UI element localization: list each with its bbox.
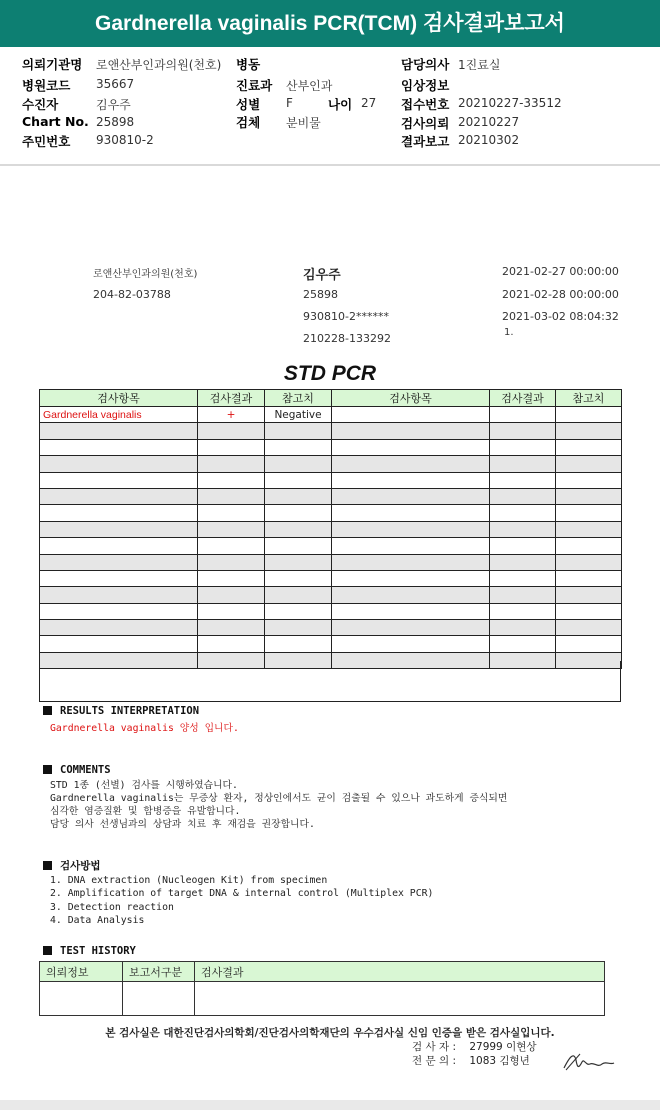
empty-cell — [40, 456, 198, 472]
empty-cell — [490, 521, 556, 537]
empty-cell — [265, 472, 332, 488]
comment-line: Gardnerella vaginalis는 무증상 환자, 정상인에서도 균이 검출될 수 있으나 과도하게 증식되면 — [50, 793, 508, 804]
empty-cell — [332, 538, 490, 554]
empty-cell — [332, 620, 490, 636]
specialist-label: 전 문 의 : — [412, 1055, 456, 1067]
table-row — [40, 603, 622, 619]
specimen-label: 검체 — [236, 115, 261, 130]
chart-label: Chart No. — [22, 114, 89, 129]
empty-cell — [490, 570, 556, 586]
empty-cell — [556, 570, 622, 586]
empty-cell — [198, 423, 265, 439]
table-row — [40, 587, 622, 603]
empty-cell — [556, 554, 622, 570]
empty-cell — [40, 472, 198, 488]
empty-cell — [332, 570, 490, 586]
empty-cell — [556, 620, 622, 636]
chart-value: 25898 — [96, 115, 135, 129]
square-bullet-icon — [43, 765, 52, 774]
method-line: 2. Amplification of target DNA & internal control (Multiplex PCR) — [50, 888, 434, 899]
empty-cell — [332, 488, 490, 504]
tester-value: 27999 이현상 — [469, 1041, 537, 1053]
report-value: 20210302 — [458, 133, 520, 147]
empty-cell — [332, 456, 490, 472]
empty-cell — [332, 439, 490, 455]
empty-cell — [490, 439, 556, 455]
results-blank-area — [39, 661, 621, 702]
specialist-value: 1083 김형년 — [469, 1055, 530, 1067]
date-tested: 2021-02-28 00:00:00 — [502, 288, 619, 301]
clinic-name: 로앤산부인과의원(천호) — [93, 269, 198, 280]
clinic-number: 204-82-03788 — [93, 288, 171, 301]
results-table — [39, 389, 622, 669]
empty-cell — [556, 456, 622, 472]
method-line: 3. Detection reaction — [50, 902, 174, 913]
certification-text: 본 검사실은 대한진단검사의학회/진단검사의학재단의 우수검사실 신임 인증을 받은 검사실입니다. — [105, 1027, 555, 1039]
empty-cell — [332, 423, 490, 439]
id-value: 930810-2 — [96, 133, 154, 147]
method-line: 1. DNA extraction (Nucleogen Kit) from specimen — [50, 875, 328, 886]
table-row — [40, 554, 622, 570]
table-row — [40, 439, 622, 455]
empty-cell — [490, 456, 556, 472]
department-label: 진료과 — [236, 78, 273, 93]
row-test-item: Gardnerella vaginalis — [40, 407, 198, 423]
empty-cell — [556, 603, 622, 619]
tester-line — [412, 1039, 537, 1054]
empty-cell — [198, 603, 265, 619]
empty-cell — [265, 636, 332, 652]
empty-cell — [556, 505, 622, 521]
empty-cell — [198, 554, 265, 570]
empty-cell — [40, 603, 198, 619]
empty-cell — [556, 488, 622, 504]
bottom-margin — [0, 1100, 660, 1110]
examinee-label: 수진자 — [22, 97, 59, 112]
square-bullet-icon — [43, 861, 52, 870]
col-request-info: 의뢰정보 — [40, 962, 123, 982]
report-title: Gardnerella vaginalis PCR(TCM) 검사결과보고서 — [0, 0, 660, 47]
date-received: 2021-02-27 00:00:00 — [502, 265, 619, 278]
comment-line: 담당 의사 선생님과의 상담과 치료 후 재검을 권장합니다. — [50, 819, 315, 830]
empty-cell — [556, 439, 622, 455]
empty-cell — [556, 538, 622, 554]
table-row — [40, 982, 605, 1016]
empty-cell — [265, 620, 332, 636]
empty-cell — [198, 587, 265, 603]
comments-heading: COMMENTS — [43, 764, 111, 776]
empty-cell — [198, 505, 265, 521]
empty-cell — [490, 505, 556, 521]
age-value: 27 — [361, 96, 377, 110]
col-result-2: 검사결과 — [490, 390, 556, 407]
empty-cell — [332, 587, 490, 603]
empty-cell — [556, 472, 622, 488]
empty-cell — [198, 488, 265, 504]
empty-cell — [265, 538, 332, 554]
empty-cell — [40, 982, 123, 1016]
table-row — [40, 407, 622, 423]
receipt-value: 20210227-33512 — [458, 96, 562, 110]
empty-cell — [490, 554, 556, 570]
institution-value: 로앤산부인과의원(천호) — [96, 58, 222, 72]
std-pcr-title: STD PCR — [283, 362, 377, 385]
empty-cell — [265, 456, 332, 472]
empty-cell — [265, 423, 332, 439]
table-row — [40, 505, 622, 521]
examinee-value: 김우주 — [96, 98, 131, 112]
empty-cell — [265, 505, 332, 521]
empty-cell — [490, 423, 556, 439]
empty-cell — [40, 505, 198, 521]
empty-cell — [195, 982, 605, 1016]
empty-cell — [490, 620, 556, 636]
col-test-item: 검사항목 — [40, 390, 198, 407]
col-reference: 참고치 — [265, 390, 332, 407]
history-heading: TEST HISTORY — [43, 945, 136, 957]
header-receipt: 210228-133292 — [303, 332, 391, 345]
patient-info-panel — [0, 50, 660, 166]
hospital-code-value: 35667 — [96, 77, 135, 91]
table-row — [40, 620, 622, 636]
empty-cell — [198, 538, 265, 554]
empty-cell — [490, 603, 556, 619]
empty-cell — [265, 603, 332, 619]
results-header-row — [40, 390, 622, 407]
col-report-type: 보고서구분 — [123, 962, 195, 982]
empty-cell — [490, 472, 556, 488]
empty-cell — [40, 439, 198, 455]
empty-cell — [556, 521, 622, 537]
comment-line: STD 1종 (선별) 검사를 시행하였습니다. — [50, 780, 238, 791]
specialist-line — [412, 1053, 530, 1068]
empty-cell — [198, 620, 265, 636]
row-reference: Negative — [265, 407, 332, 423]
method-heading: 검사방법 — [43, 858, 101, 873]
empty-cell — [265, 587, 332, 603]
date-suffix: 1. — [504, 327, 514, 338]
empty-cell — [332, 636, 490, 652]
clinical-label: 임상정보 — [401, 78, 450, 93]
doctor-value: 1진료실 — [458, 58, 501, 72]
id-label: 주민번호 — [22, 134, 71, 149]
table-row — [40, 538, 622, 554]
table-row — [40, 456, 622, 472]
sex-value: F — [286, 96, 293, 110]
department-value: 산부인과 — [286, 79, 333, 93]
col-result: 검사결과 — [198, 390, 265, 407]
square-bullet-icon — [43, 946, 52, 955]
receipt-label: 접수번호 — [401, 97, 450, 112]
empty-cell — [332, 505, 490, 521]
request-label: 검사의뢰 — [401, 116, 450, 131]
hospital-code-label: 병원코드 — [22, 78, 71, 93]
empty-cell — [265, 439, 332, 455]
tester-label: 검 사 자 : — [412, 1041, 456, 1053]
empty-cell — [490, 407, 556, 423]
empty-cell — [556, 407, 622, 423]
institution-label: 의뢰기관명 — [22, 57, 83, 72]
comment-line: 심각한 염증질환 및 합병증을 유발합니다. — [50, 806, 241, 817]
doctor-label: 담당의사 — [401, 57, 450, 72]
empty-cell — [40, 570, 198, 586]
table-row — [40, 521, 622, 537]
empty-cell — [40, 423, 198, 439]
col-test-result: 검사결과 — [195, 962, 605, 982]
empty-cell — [332, 554, 490, 570]
report-label: 결과보고 — [401, 134, 450, 149]
col-test-item-2: 검사항목 — [332, 390, 490, 407]
table-row — [40, 472, 622, 488]
empty-cell — [198, 570, 265, 586]
empty-cell — [332, 603, 490, 619]
history-header-row — [40, 962, 605, 982]
empty-cell — [198, 636, 265, 652]
empty-cell — [198, 472, 265, 488]
empty-cell — [556, 423, 622, 439]
empty-cell — [332, 521, 490, 537]
date-reported: 2021-03-02 08:04:32 — [502, 310, 619, 323]
method-line: 4. Data Analysis — [50, 915, 145, 926]
table-row — [40, 423, 622, 439]
empty-cell — [490, 636, 556, 652]
empty-cell — [198, 521, 265, 537]
ward-label: 병동 — [236, 57, 261, 72]
empty-cell — [265, 570, 332, 586]
empty-cell — [332, 472, 490, 488]
empty-cell — [40, 636, 198, 652]
empty-cell — [490, 587, 556, 603]
square-bullet-icon — [43, 706, 52, 715]
col-reference-2: 참고치 — [556, 390, 622, 407]
test-history-table — [39, 961, 605, 1016]
request-value: 20210227 — [458, 115, 520, 129]
empty-cell — [40, 488, 198, 504]
empty-cell — [332, 407, 490, 423]
empty-cell — [40, 554, 198, 570]
empty-cell — [265, 554, 332, 570]
empty-cell — [490, 538, 556, 554]
empty-cell — [40, 587, 198, 603]
header-id: 930810-2****** — [303, 310, 389, 323]
results-interpretation-text: Gardnerella vaginalis 양성 입니다. — [50, 723, 239, 734]
empty-cell — [490, 488, 556, 504]
specimen-value: 분비물 — [286, 116, 321, 130]
empty-cell — [556, 587, 622, 603]
empty-cell — [198, 439, 265, 455]
row-result: + — [198, 407, 265, 423]
empty-cell — [198, 456, 265, 472]
empty-cell — [556, 636, 622, 652]
empty-cell — [40, 620, 198, 636]
table-row — [40, 570, 622, 586]
empty-cell — [265, 488, 332, 504]
age-label: 나이 — [328, 97, 353, 112]
table-row — [40, 636, 622, 652]
header-patient-name: 김우주 — [303, 268, 341, 283]
empty-cell — [265, 521, 332, 537]
empty-cell — [123, 982, 195, 1016]
empty-cell — [40, 521, 198, 537]
header-chart: 25898 — [303, 288, 338, 301]
empty-cell — [40, 538, 198, 554]
table-row — [40, 488, 622, 504]
sex-label: 성별 — [236, 97, 261, 112]
results-heading: RESULTS INTERPRETATION — [43, 705, 199, 717]
signature-image — [560, 1048, 616, 1076]
